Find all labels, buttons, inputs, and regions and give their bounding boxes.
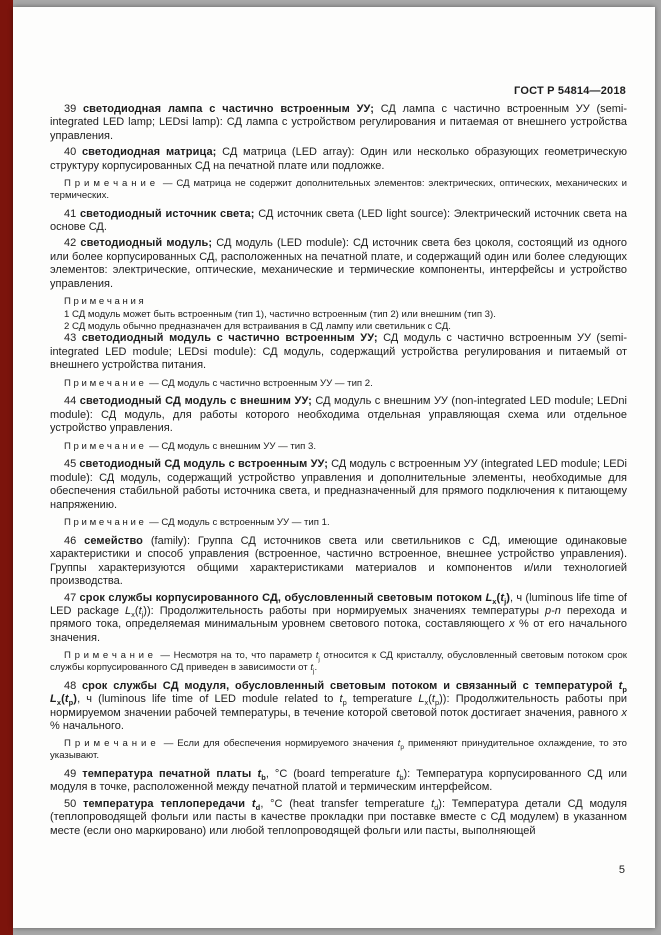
note-paragraph: П р и м е ч а н и е — Если для обеспечения нормируемого значения $t_p$ применяют принудительное охлаждение, то это указывают.	[50, 738, 627, 762]
definition-paragraph-48: 48 срок службы СД модуля, обусловленный световым потоком и связанный с температурой $t_p$ $L_x(t_p)$, ч (luminous life time of LED module related to $t_p$ temperature $L_x(t_p)$): Продолжительность работы при нормируемом значении рабочей температуры, в течение которой световой поток достигает значения, равного х % начального.	[50, 679, 627, 732]
note-paragraph: П р и м е ч а н и е — Несмотря на то, что параметр $t_j$ относится к СД кристаллу, обусловленный световым потоком срок службы корпусированного СД приведен в зависимости от $t_j$.	[50, 650, 627, 675]
page-number: 5	[618, 864, 625, 876]
definition-paragraph-49: 49 температура печатной платы $t_b$, °С (board temperature $t_b$): Температура корпусированного СД или модуля в точке, расположенной между печатной платой и термическим интерфейсом.	[50, 767, 627, 794]
definition-paragraph-47: 47 срок службы корпусированного СД, обусловленный световым потоком $L_x(t_j)$, ч (luminous life time of LED package $L_x(t_j)$): Продолжительность работы при нормируемых значениях температуры p-n перехода и прямого тока, определяемая минимальным уровнем светового потока, составляющего х % от его начального значения.	[50, 591, 627, 644]
note-item-2: 2 СД модуль обычно предназначен для встраивания в СД лампу или светильник с СД.	[64, 320, 451, 332]
document-number: ГОСТ Р 54814—2018	[514, 85, 626, 97]
note-paragraph: П р и м е ч а н и е — СД матрица не содержит дополнительных элементов: электрических, оптических, механических и термических.	[50, 178, 627, 201]
notes-title: П р и м е ч а н и я	[64, 296, 144, 308]
definition-paragraph-50: 50 температура теплопередачи $t_d$, °С (heat transfer temperature $t_d$): Температура детали СД модуля (теплопроводящей фольги или пасты в качестве прокладки при поставке вместе с СД модулем) в указанном месте (если оно маркировано) или любой теплопроводящей фольги или пасты, выполняющей	[50, 797, 627, 837]
definition-paragraph-40: 40 светодиодная матрица; СД матрица (LED array): Один или несколько образующих геометрическую структуру корпусированных СД на печатной плате или подложке.	[50, 146, 627, 172]
document-page	[13, 7, 655, 928]
note-paragraph: П р и м е ч а н и е — СД модуль с частично встроенным УУ — тип 2.	[64, 377, 373, 389]
definition-paragraph-46: 46 семейство (family): Группа СД источников света или светильников с СД, имеющие одинаковые характеристики и способ управления (встроенное, частично встроенное, внешнее устройство управления). Группы характеризуются общими характеристиками материалов и компонентов и/или технологией производства.	[50, 534, 627, 588]
note-paragraph: П р и м е ч а н и е — СД модуль с встроенным УУ — тип 1.	[64, 517, 330, 529]
definition-paragraph-44: 44 светодиодный СД модуль с внешним УУ; СД модуль с внешним УУ (non-integrated LED module; LEDni module): СД модуль, для работы которого необходима отдельная управляющая схема или отдельное устройство управления.	[50, 395, 627, 435]
note-paragraph: П р и м е ч а н и е — СД модуль с внешним УУ — тип 3.	[64, 440, 317, 452]
document-body	[50, 103, 627, 868]
definition-paragraph-43: 43 светодиодный модуль с частично встроенным УУ; СД модуль с частично встроенным УУ (semi-integrated LED module; LEDsi module): СД модуль, содержащий устройства регулирования и питаемый от внешнего устройства питания.	[50, 332, 627, 372]
definition-paragraph-41: 41 светодиодный источник света; СД источник света (LED light source): Электрический источник света на основе СД.	[50, 207, 627, 234]
note-item-1: 1 СД модуль может быть встроенным (тип 1), частично встроенным (тип 2) или внешним (тип 3).	[64, 308, 496, 320]
book-spine-strip	[0, 0, 13, 935]
definition-paragraph-39: 39 светодиодная лампа с частично встроенным УУ; СД лампа с частично встроенным УУ (semi-integrated LED lamp; LEDsi lamp): СД лампа с устройством регулирования и питаемая от внешнего устройства управления.	[50, 103, 627, 142]
definition-paragraph-42: 42 светодиодный модуль; СД модуль (LED module): СД источник света без цоколя, состоящий из одного или более корпусированных СД, расположенных на печатной плате, и содержащий один или более следующих элементов: электрические, оптические, механические и термические компоненты, интерфейсы и устройство управления.	[50, 237, 627, 290]
definition-paragraph-45: 45 светодиодный СД модуль с встроенным УУ; СД модуль с встроенным УУ (integrated LED module; LEDi module): СД модуль, содержащий устройство управления и дополнительные элементы, необходимые для обеспечения стабильной работы источника света, и предназначенный для прямого подключения к питающему напряжению.	[50, 458, 627, 511]
